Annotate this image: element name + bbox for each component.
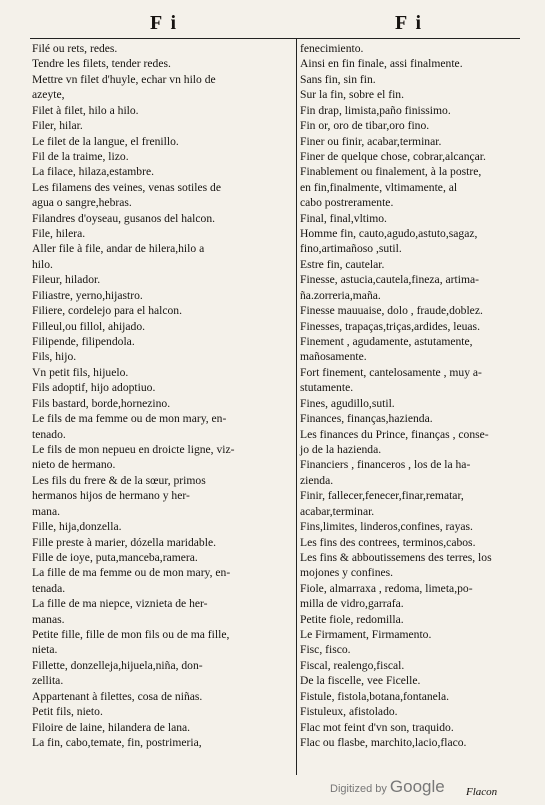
dictionary-line: Aller file à file, andar de hilera,hilo a (32, 242, 205, 256)
watermark-brand: Google (389, 777, 445, 796)
dictionary-line: Fin drap, limista,paño finissimo. (300, 103, 451, 117)
dictionary-line: Mettre vn filet d'huyle, echar vn hilo de (32, 72, 216, 86)
dictionary-line: Le Firmament, Firmamento. (300, 628, 432, 642)
dictionary-line: Fort finement, cantelosamente , muy a- (300, 365, 482, 379)
dictionary-line: Ainsi en fin finale, assi finalmente. (300, 57, 463, 71)
dictionary-line: Finer ou finir, acabar,terminar. (300, 134, 442, 148)
right-column (300, 41, 518, 750)
dictionary-line: De la fiscelle, vee Ficelle. (300, 674, 421, 688)
dictionary-line: tenado. (32, 427, 66, 441)
dictionary-line: Fil de la traime, lizo. (32, 149, 129, 163)
dictionary-line: Finesse mauuaise, dolo , fraude,doblez. (300, 304, 483, 318)
dictionary-line: Final, final,vltimo. (300, 211, 387, 225)
dictionary-line: Fille de ioye, puta,manceba,ramera. (32, 550, 198, 564)
dictionary-line: Fiscal, realengo,fiscal. (300, 658, 405, 672)
dictionary-line: Les finances du Prince, finanças , conse- (300, 427, 489, 441)
dictionary-line: Filleul,ou fillol, ahijado. (32, 319, 146, 333)
dictionary-line: Filipende, filipendola. (32, 335, 135, 349)
dictionary-line: milla de vidro,garrafa. (300, 597, 404, 611)
dictionary-line: Fillette, donzelleja,hijuela,niña, don- (32, 658, 203, 672)
dictionary-line: Fils adoptif, hijo adoptiuo. (32, 381, 156, 395)
dictionary-line: Petite fille, fille de mon fils ou de ma fille, (32, 628, 230, 642)
dictionary-line: Les fins & abboutissemens des terres, los (300, 550, 492, 564)
dictionary-line: Fistuleux, afistolado. (300, 705, 398, 719)
dictionary-line: zellita. (32, 674, 64, 688)
dictionary-line: jo de la hazienda. (300, 442, 382, 456)
dictionary-line: Petit fils, nieto. (32, 705, 103, 719)
dictionary-line: Les filamens des veines, venas sotiles de (32, 180, 221, 194)
dictionary-line: Filet à filet, hilo a hilo. (32, 103, 139, 117)
watermark-prefix: Digitized by (330, 783, 387, 795)
dictionary-line: Les fils du frere & de la sœur, primos (32, 473, 206, 487)
dictionary-line: Filandres d'oyseau, gusanos del halcon. (32, 211, 216, 225)
dictionary-line: Filiere, cordelejo para el halcon. (32, 304, 183, 318)
dictionary-line: mojones y confines. (300, 566, 394, 580)
dictionary-line: zienda. (300, 473, 334, 487)
dictionary-line: Fille preste à marier, dózella maridable. (32, 535, 216, 549)
dictionary-line: Appartenant à filettes, cosa de niñas. (32, 689, 203, 703)
header-rule (30, 38, 520, 39)
digitization-watermark (330, 777, 445, 797)
dictionary-line: Fistule, fistola,botana,fontanela. (300, 689, 450, 703)
dictionary-line: Fiole, almarraxa , redoma, limeta,po- (300, 581, 473, 595)
dictionary-line: Petite fiole, redomilla. (300, 612, 404, 626)
dictionary-line: La filace, hilaza,estambre. (32, 165, 154, 179)
dictionary-line: acabar,terminar. (300, 504, 375, 518)
dictionary-line: Filiastre, yerno,hijastro. (32, 288, 143, 302)
catchword: Flacon (466, 786, 498, 798)
left-column (32, 41, 292, 750)
dictionary-line: Financiers , financeros , los de la ha- (300, 458, 471, 472)
dictionary-line: Fin or, oro de tibar,oro fino. (300, 119, 430, 133)
dictionary-line: stutamente. (300, 381, 354, 395)
dictionary-line: hermanos hijos de hermano y her- (32, 489, 190, 503)
dictionary-line: Finesses, trapaças,triças,ardides, leuas. (300, 319, 480, 333)
column-divider (296, 38, 297, 775)
dictionary-line: tenada. (32, 581, 66, 595)
dictionary-line: nieto de hermano. (32, 458, 116, 472)
dictionary-line: Fils, hijo. (32, 350, 77, 364)
dictionary-line: Finer de quelque chose, cobrar,alcançar. (300, 149, 486, 163)
dictionary-line: Le filet de la langue, el frenillo. (32, 134, 179, 148)
dictionary-line: La fille de ma femme ou de mon mary, en- (32, 566, 231, 580)
running-header (0, 12, 545, 34)
dictionary-line: fino,artimañoso ,sutil. (300, 242, 402, 256)
dictionary-line: La fille de ma niepce, viznieta de her- (32, 597, 208, 611)
dictionary-line: Vn petit fils, hijuelo. (32, 365, 129, 379)
dictionary-line: Le fils de ma femme ou de mon mary, en- (32, 412, 227, 426)
dictionary-line: mana. (32, 504, 61, 518)
dictionary-line: Finesse, astucia,cautela,fineza, artima- (300, 273, 479, 287)
dictionary-line: Finir, fallecer,fenecer,finar,rematar, (300, 489, 464, 503)
dictionary-line: Estre fin, cautelar. (300, 257, 385, 271)
dictionary-line: en fin,finalmente, vltimamente, al (300, 180, 458, 194)
dictionary-line: Les fins des contrees, terminos,cabos. (300, 535, 476, 549)
dictionary-line: Homme fin, cauto,agudo,astuto,sagaz, (300, 227, 478, 241)
dictionary-line: agua o sangre,hebras. (32, 196, 132, 210)
dictionary-line: Fileur, hilador. (32, 273, 101, 287)
dictionary-line: Finement , agudamente, astutamente, (300, 335, 473, 349)
dictionary-line: Fins,limites, linderos,confines, rayas. (300, 520, 473, 534)
dictionary-line: Fille, hija,donzella. (32, 520, 122, 534)
dictionary-line: Sur la fin, sobre el fin. (300, 88, 404, 102)
dictionary-line: cabo postreramente. (300, 196, 394, 210)
header-right: F i (395, 12, 424, 34)
dictionary-line: Finances, finanças,hazienda. (300, 412, 433, 426)
dictionary-line: azeyte, (32, 88, 65, 102)
dictionary-line: File, hilera. (32, 227, 86, 241)
dictionary-line: Filoire de laine, hilandera de lana. (32, 720, 191, 734)
dictionary-line: Filé ou rets, redes. (32, 42, 118, 55)
dictionary-line: fenecimiento. (300, 42, 364, 55)
dictionary-line: Fils bastard, borde,hornezino. (32, 396, 171, 410)
dictionary-line: Finablement ou finalement, à la postre, (300, 165, 482, 179)
dictionary-line: mañosamente. (300, 350, 367, 364)
dictionary-line: Fines, agudillo,sutil. (300, 396, 395, 410)
dictionary-line: manas. (32, 612, 65, 626)
dictionary-line: La fin, cabo,temate, fin, postrimeria, (32, 735, 202, 749)
header-left: F i (150, 12, 179, 34)
dictionary-line: Tendre les filets, tender redes. (32, 57, 171, 71)
dictionary-line: ña.zorreria,maña. (300, 288, 381, 302)
dictionary-line: Flac mot feint d'vn son, traquido. (300, 720, 454, 734)
dictionary-line: Filer, hilar. (32, 119, 83, 133)
dictionary-line: Le fils de mon nepueu en droicte ligne, viz- (32, 442, 235, 456)
dictionary-line: Fisc, fisco. (300, 643, 351, 657)
dictionary-line: Sans fin, sin fin. (300, 72, 376, 86)
dictionary-line: nieta. (32, 643, 58, 657)
dictionary-line: hilo. (32, 257, 53, 271)
dictionary-line: Flac ou flasbe, marchito,lacio,flaco. (300, 735, 467, 749)
